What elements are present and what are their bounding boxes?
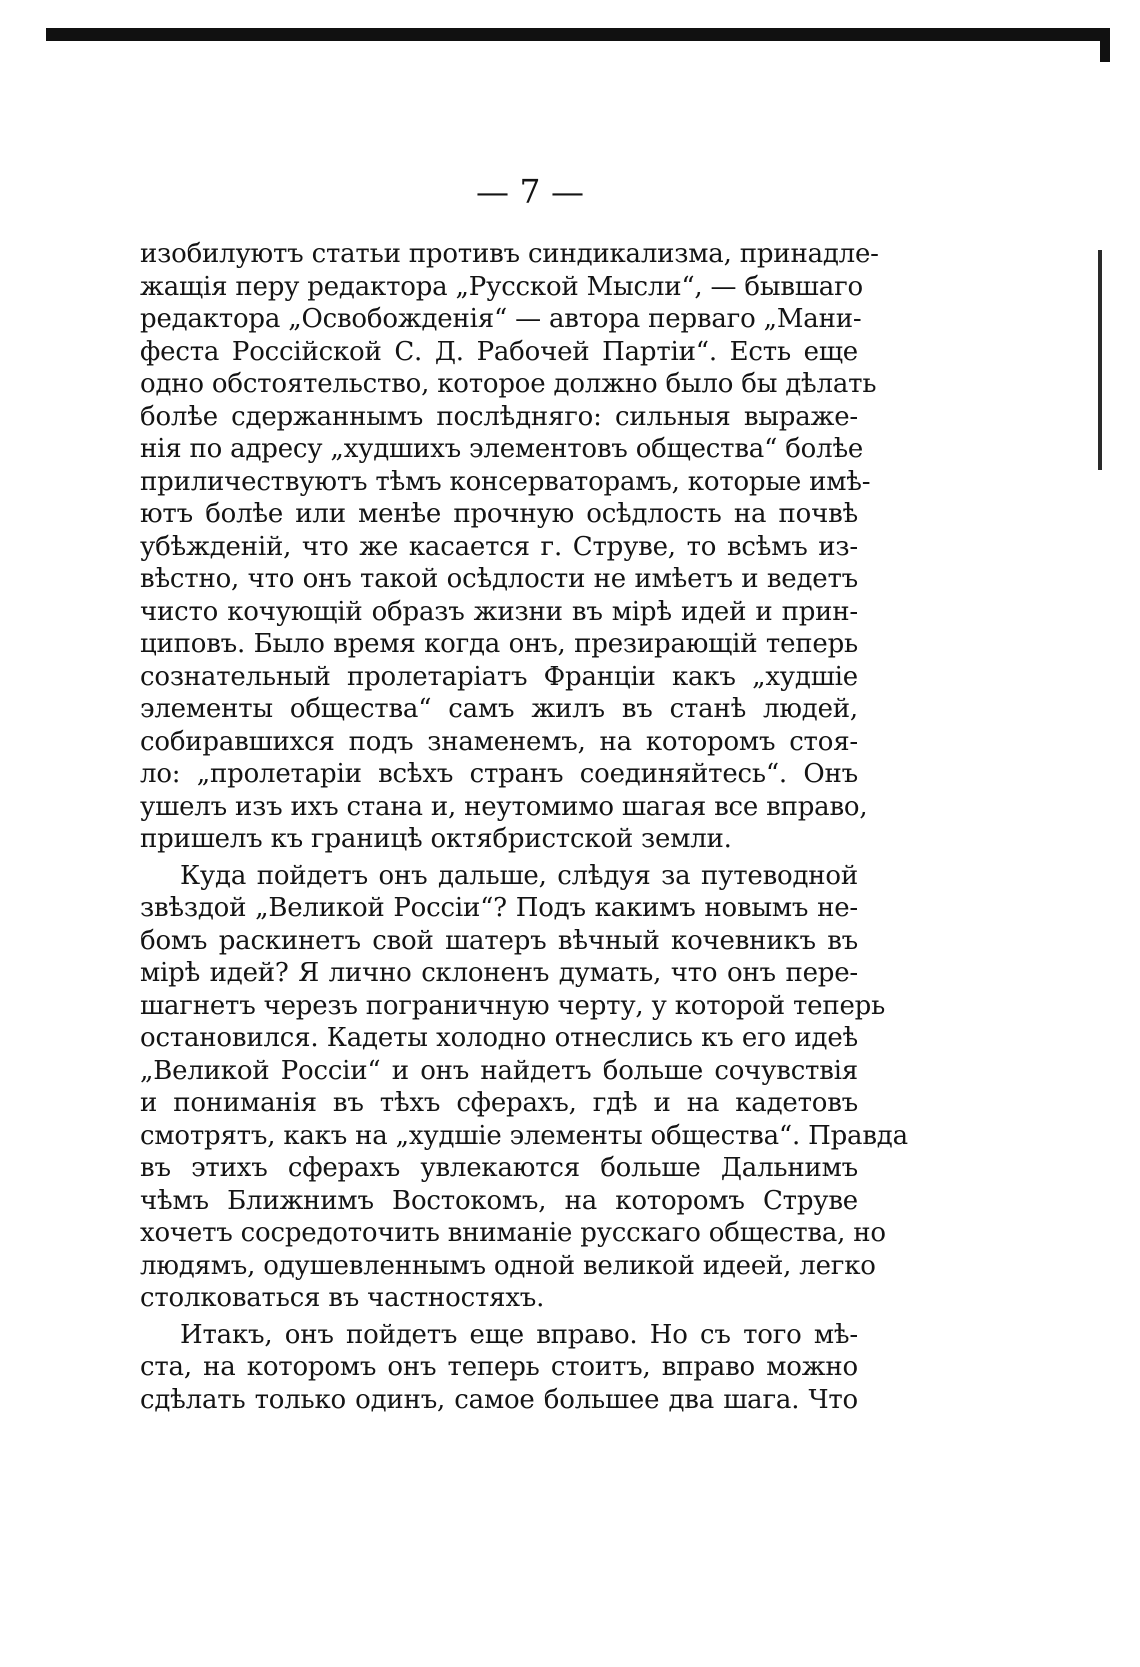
text-line: чисто кочующій образъ жизни въ мірѣ идей и прин- [140, 596, 858, 627]
text-line: смотрятъ, какъ на „худшіе элементы общества“. Правда [140, 1120, 908, 1151]
text-line: одно обстоятельство, которое должно было бы дѣлать [140, 369, 877, 399]
text-line: ло: „пролетаріи всѣхъ странъ соединяйтесь“. Онъ [140, 759, 858, 789]
text-line: нія по адресу „худшихъ элементовъ общества“ болѣе [140, 434, 864, 464]
text-line: собиравшихся подъ знаменемъ, на которомъ стоя- [140, 726, 858, 757]
text-line: бомъ раскинетъ свой шатеръ вѣчный кочевникъ въ [140, 925, 858, 956]
text-line: вѣстно, что онъ такой осѣдлости не имѣетъ и ведетъ [140, 564, 858, 594]
text-line: ютъ болѣе или менѣе прочную осѣдлость на почвѣ [140, 499, 858, 529]
text-line: приличествуютъ тѣмъ консерваторамъ, которые имѣ- [140, 466, 871, 497]
text-line: сознательный пролетаріатъ Франціи какъ „худшіе [140, 661, 858, 692]
text-line: чѣмъ Ближнимъ Востокомъ, на которомъ Струве [140, 1185, 858, 1216]
top-border-rule [46, 28, 1110, 41]
text-line: звѣздой „Великой Россіи“? Подъ какимъ новымъ не- [140, 893, 858, 923]
text-line: феста Россійской С. Д. Рабочей Партіи“. Есть еще [140, 336, 858, 367]
top-border-rule-corner [1100, 28, 1110, 62]
text-line: циповъ. Было время когда онъ, презирающій теперь [140, 629, 858, 659]
text-line: изобилуютъ статьи противъ синдикализма, принадле- [140, 239, 879, 269]
text-line: пришелъ къ границѣ октябристской земли. [140, 824, 732, 854]
text-line: шагнетъ черезъ пограничную черту, у которой теперь [140, 990, 886, 1021]
text-line: сдѣлать только одинъ, самое большее два шага. Что [140, 1384, 858, 1415]
text-line: столковаться въ частностяхъ. [140, 1283, 545, 1313]
paragraph-1 [140, 238, 879, 856]
text-line: въ этихъ сферахъ увлекаются больше Дальнимъ [140, 1153, 858, 1183]
body-text [140, 238, 908, 1420]
text-line: хочетъ сосредоточить вниманіе русскаго общества, но [140, 1218, 886, 1248]
text-line: ушелъ изъ ихъ стана и, неутомимо шагая все вправо, [140, 791, 868, 822]
text-line: редактора „Освобожденія“ — автора перваго „Мани- [140, 304, 862, 334]
text-line: „Великой Россіи“ и онъ найдетъ больше сочувствія [140, 1055, 858, 1086]
right-edge-binding-mark [1098, 250, 1102, 470]
page-number: — 7 — [476, 172, 584, 211]
text-line: Куда пойдетъ онъ дальше, слѣдуя за путеводной [180, 860, 858, 891]
text-line: остановился. Кадеты холодно отнеслись къ его идеѣ [140, 1023, 858, 1053]
paragraph-3 [140, 1319, 858, 1417]
text-line: убѣжденій, что же касается г. Струве, то всѣмъ из- [140, 531, 858, 562]
text-line: Итакъ, онъ пойдетъ еще вправо. Но съ того мѣ- [180, 1319, 858, 1350]
text-line: мірѣ идей? Я лично склоненъ думать, что онъ пере- [140, 958, 858, 988]
text-line: жащія перу редактора „Русской Мысли“, — бывшаго [140, 271, 863, 302]
text-line: ста, на которомъ онъ теперь стоитъ, вправо можно [140, 1352, 858, 1382]
text-line: элементы общества“ самъ жилъ въ станѣ людей, [140, 694, 858, 724]
text-line: и пониманія въ тѣхъ сферахъ, гдѣ и на кадетовъ [140, 1088, 858, 1118]
paragraph-2 [140, 860, 908, 1315]
text-line: людямъ, одушевленнымъ одной великой идеей, легко [140, 1250, 876, 1281]
text-line: болѣе сдержаннымъ послѣдняго: сильныя выраже- [140, 401, 858, 432]
